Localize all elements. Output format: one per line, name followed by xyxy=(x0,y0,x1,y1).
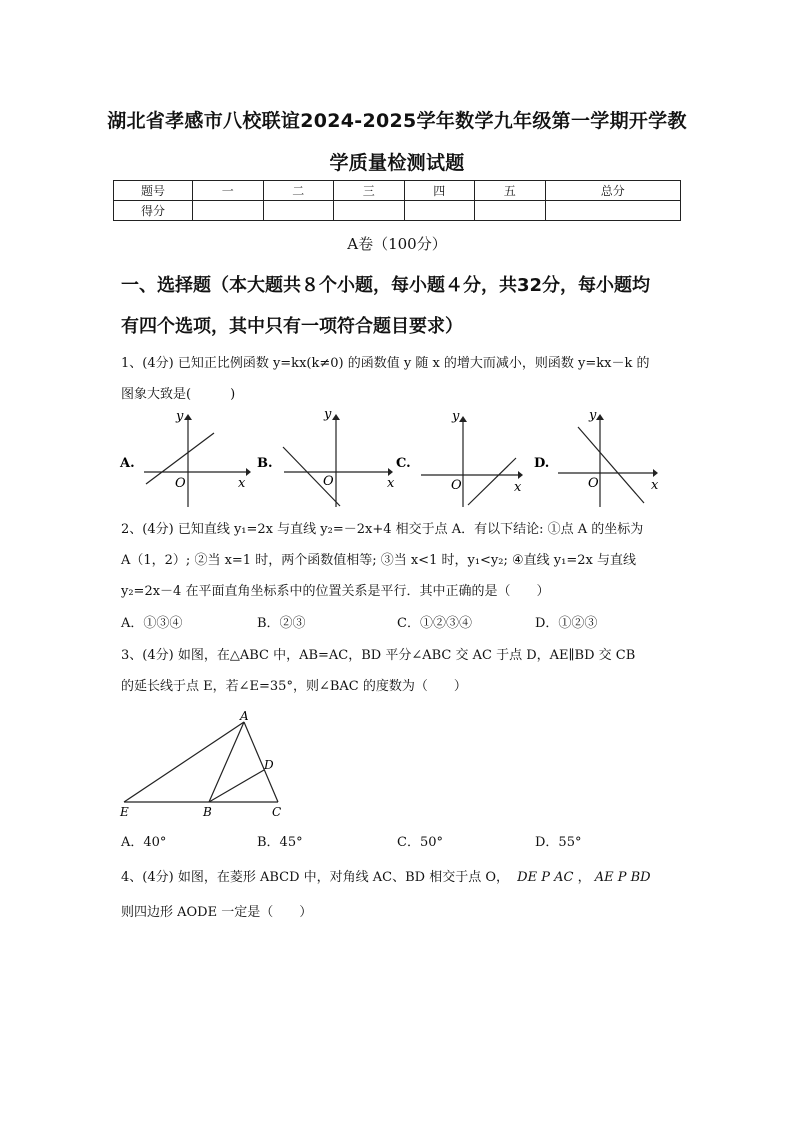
graph-option-d[interactable] xyxy=(534,408,659,507)
point-label-a: A xyxy=(240,709,249,723)
question-4-text xyxy=(121,862,681,893)
question-3-text: 3、(4分) 如图，在△ABC 中，AB=AC，BD 平分∠ABC 交 AC 于点 D，AE∥BD 交 CB xyxy=(121,648,636,663)
question-3-text-2: 的延长线于点 E，若∠E=35°，则∠BAC 的度数为（ ） xyxy=(121,679,467,694)
section-heading-line1: 一、选择题（本大题共８个小题，每小题４分，共32分，每小题均 xyxy=(121,275,651,296)
question-2-option-a[interactable]: A．①③④ xyxy=(121,616,183,631)
graph-option-a[interactable] xyxy=(119,409,251,507)
option-c-label: C. xyxy=(396,456,411,471)
point-label-e: E xyxy=(120,805,129,819)
question-3-option-c[interactable]: C．50° xyxy=(397,835,443,850)
svg-text:y: y xyxy=(589,408,597,423)
option-b-label: B. xyxy=(257,456,273,471)
page-title-line2: 学质量检测试题 xyxy=(329,152,465,174)
section-heading-line2: 有四个选项，其中只有一项符合题目要求） xyxy=(121,316,463,337)
question-3-triangle-figure xyxy=(118,706,290,822)
graph-option-b[interactable] xyxy=(257,407,395,507)
question-2-text-2: A（1，2）; ②当 x=1 时，两个函数值相等; ③当 x<1 时，y₁<y₂; ④直线 y₁=2x 与直线 xyxy=(121,553,636,568)
score-table xyxy=(113,180,681,221)
score-table-cell: 二 xyxy=(263,181,334,201)
svg-text:O: O xyxy=(451,478,462,493)
svg-text:O: O xyxy=(588,476,599,491)
question-2-option-c[interactable]: C．①②③④ xyxy=(397,616,472,631)
score-table-header-row xyxy=(114,181,681,201)
question-4-stem: 4、(4分) 如图，在菱形 ABCD 中，对角线 AC、BD 相交于点 O， xyxy=(121,870,510,885)
svg-text:y: y xyxy=(452,409,460,424)
question-2-text-3: y₂=2x－4 在平面直角坐标系中的位置关系是平行．其中正确的是（ ） xyxy=(121,584,550,599)
question-2-option-d[interactable]: D．①②③ xyxy=(535,616,598,631)
svg-text:O: O xyxy=(175,476,186,491)
point-label-c: C xyxy=(272,805,282,819)
graph-option-c[interactable] xyxy=(396,409,523,507)
svg-text:O: O xyxy=(323,474,334,489)
question-2-text: 2、(4分) 已知直线 y₁=2x 与直线 y₂=－2x+4 相交于点 A．有以下结论: ①点 A 的坐标为 xyxy=(121,522,644,537)
svg-text:x: x xyxy=(387,476,395,491)
score-table-score-row xyxy=(114,201,681,221)
formula-de-ac: DE P AC xyxy=(517,870,574,885)
score-input-cell[interactable] xyxy=(263,201,334,221)
question-3-option-d[interactable]: D．55° xyxy=(535,835,582,850)
option-a-label: A. xyxy=(120,456,135,471)
svg-text:x: x xyxy=(238,476,246,491)
svg-text:x: x xyxy=(651,478,659,493)
score-table-cell: 得分 xyxy=(114,201,193,221)
option-d-label: D. xyxy=(534,456,550,471)
point-label-d: D xyxy=(264,758,274,772)
question-2-option-b[interactable]: B．②③ xyxy=(257,616,306,631)
score-table-cell: 题号 xyxy=(114,181,193,201)
svg-text:y: y xyxy=(324,407,332,422)
svg-text:y: y xyxy=(176,409,184,424)
formula-ae-bd: AE P BD xyxy=(594,870,651,885)
question-3-option-b[interactable]: B．45° xyxy=(257,835,303,850)
question-1-text-2: 图象大致是( ) xyxy=(121,387,236,402)
svg-text:x: x xyxy=(514,480,522,495)
score-table-cell: 五 xyxy=(475,181,546,201)
score-table-cell: 四 xyxy=(404,181,475,201)
score-input-cell[interactable] xyxy=(334,201,405,221)
score-table-cell: 一 xyxy=(193,181,264,201)
score-input-cell[interactable] xyxy=(475,201,546,221)
question-4-text-2: 则四边形 AODE 一定是（ ） xyxy=(121,905,313,920)
score-table-cell: 总分 xyxy=(545,181,681,201)
score-input-cell[interactable] xyxy=(404,201,475,221)
page-title-line1: 湖北省孝感市八校联谊2024-2025学年数学九年级第一学期开学教 xyxy=(107,110,687,132)
formula-separator: ， xyxy=(577,870,591,885)
score-input-cell[interactable] xyxy=(545,201,681,221)
question-3-option-a[interactable]: A．40° xyxy=(121,835,167,850)
score-input-cell[interactable] xyxy=(193,201,264,221)
volume-heading: A卷（100分） xyxy=(347,235,447,253)
question-1-text: 1、(4分) 已知正比例函数 y=kx(k≠0) 的函数值 y 随 x 的增大而减小，则函数 y=kx－k 的 xyxy=(121,356,650,371)
score-table-cell: 三 xyxy=(334,181,405,201)
point-label-b: B xyxy=(203,805,212,819)
question-1-graph-options xyxy=(118,405,678,513)
